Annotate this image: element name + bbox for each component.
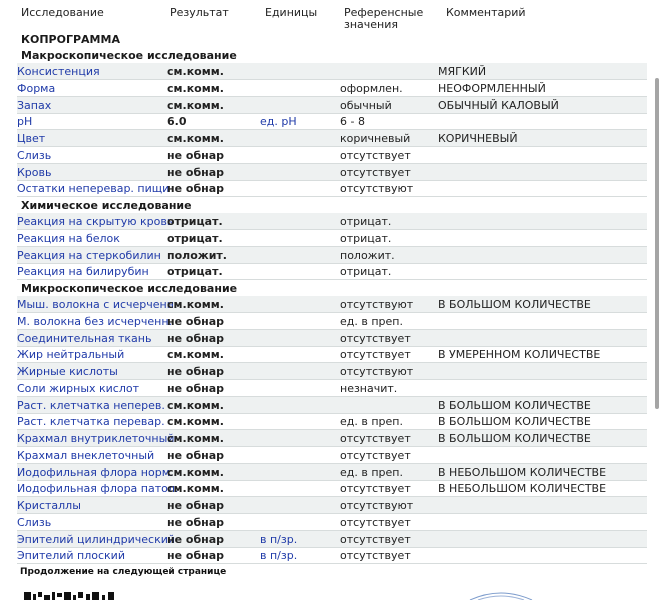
table-row [17,497,647,514]
reference-value: обычный [340,99,392,112]
column-header-comment: Комментарий [446,6,526,19]
reference-value: отсутствуют [340,499,414,512]
reference-value: отсутствует [340,533,411,546]
table-row [17,547,647,564]
table-row [17,180,647,197]
column-header-reference-line1: Референсные [344,6,424,19]
table-row [17,531,647,548]
column-header-units: Единицы [265,6,318,19]
test-result: не обнар [167,549,225,562]
test-name: pH [17,115,33,128]
table-row [17,147,647,164]
test-result: не обнар [167,182,225,195]
table-row [17,413,647,430]
test-result: положит. [167,249,227,262]
reference-value: ед. в преп. [340,415,403,428]
test-name: Реакция на белок [17,232,120,245]
reference-value: оформлен. [340,82,403,95]
scrollbar-thumb[interactable] [655,78,659,409]
test-result: см.комм. [167,399,224,412]
stamp-seal-icon [466,590,536,600]
test-result: не обнар [167,499,225,512]
test-name: Эпителий цилиндрический [17,533,176,546]
reference-value: отсутствует [340,482,411,495]
test-name: Реакция на стеркобилин [17,249,161,262]
reference-value: отрицат. [340,265,392,278]
table-row [17,313,647,330]
section-title: Макроскопическое исследование [21,49,237,62]
test-result: см.комм. [167,99,224,112]
test-result: не обнар [167,449,225,462]
reference-value: отсутствуют [340,182,414,195]
test-comment: ОБЫЧНЫЙ КАЛОВЫЙ [438,99,559,112]
test-name: Реакция на скрытую кровь [17,215,174,228]
test-name: М. волокна без исчерченн. [17,315,173,328]
qr-code-icon [24,592,116,600]
table-row [17,230,647,247]
test-result: отрицат. [167,265,223,278]
reference-value: отсутствуют [340,365,414,378]
table-row [17,346,647,363]
test-comment: В БОЛЬШОМ КОЛИЧЕСТВЕ [438,399,591,412]
test-result: 6.0 [167,115,187,128]
test-comment: В БОЛЬШОМ КОЛИЧЕСТВЕ [438,298,591,311]
test-comment: НЕОФОРМЛЕННЫЙ [438,82,546,95]
test-name: Крахмал внеклеточный [17,449,155,462]
report-title: КОПРОГРАММА [21,33,120,46]
table-row [17,380,647,397]
test-name: Цвет [17,132,46,145]
table-row [17,80,647,97]
test-name: Жирные кислоты [17,365,118,378]
test-result: см.комм. [167,415,224,428]
column-header-study: Исследование [21,6,104,19]
row-divider [17,563,647,564]
section-title: Микроскопическое исследование [21,282,238,295]
test-result: см.комм. [167,82,224,95]
test-name: Слизь [17,149,52,162]
reference-value: отсутствует [340,166,411,179]
test-name: Консистенция [17,65,100,78]
test-result: не обнар [167,315,225,328]
table-row [17,397,647,414]
test-comment: В НЕБОЛЬШОМ КОЛИЧЕСТВЕ [438,482,607,495]
test-result: см.комм. [167,466,224,479]
table-row [17,113,647,130]
test-unit: в п/зр. [260,549,298,562]
test-result: не обнар [167,516,225,529]
reference-value: незначит. [340,382,398,395]
table-row [17,430,647,447]
reference-value: 6 - 8 [340,115,365,128]
table-row [17,330,647,347]
test-name: Мыш. волокна с исчерченн. [17,298,178,311]
test-name: Крахмал внутриклеточный [17,432,175,445]
reference-value: отсутствует [340,149,411,162]
test-result: см.комм. [167,432,224,445]
reference-value: положит. [340,249,395,262]
table-row [17,97,647,114]
test-result: см.комм. [167,65,224,78]
test-name: Эпителий плоский [17,549,125,562]
reference-value: отсутствует [340,348,411,361]
test-name: Жир нейтральный [17,348,125,361]
test-name: Слизь [17,516,52,529]
test-result: не обнар [167,365,225,378]
reference-value: отсутствует [340,332,411,345]
table-row [17,164,647,181]
reference-value: ед. в преп. [340,315,403,328]
section-header [17,280,647,296]
section-header [17,47,647,63]
test-result: см.комм. [167,482,224,495]
test-result: отрицат. [167,215,223,228]
table-row [17,213,647,230]
reference-value: ед. в преп. [340,466,403,479]
reference-value: отсутствуют [340,298,414,311]
test-result: не обнар [167,166,225,179]
test-name: Соли жирных кислот [17,382,140,395]
table-row [17,480,647,497]
test-result: не обнар [167,533,225,546]
table-row [17,296,647,313]
reference-value: отрицат. [340,215,392,228]
test-result: см.комм. [167,132,224,145]
test-result: не обнар [167,149,225,162]
reference-value: отсутствует [340,516,411,529]
test-name: Кровь [17,166,52,179]
test-comment: В БОЛЬШОМ КОЛИЧЕСТВЕ [438,432,591,445]
table-row [17,447,647,464]
table-row [17,130,647,147]
test-result: см.комм. [167,348,224,361]
column-header-reference [344,7,423,30]
test-comment: В УМЕРЕННОМ КОЛИЧЕСТВЕ [438,348,601,361]
table-row [17,247,647,264]
test-name: Реакция на билирубин [17,265,149,278]
table-row [17,464,647,481]
test-name: Остатки неперевар. пищи [17,182,170,195]
test-name: Запах [17,99,52,112]
test-result: не обнар [167,382,225,395]
table-row [17,63,647,80]
reference-value: отсутствует [340,449,411,462]
column-header-reference-line2: значения [344,18,399,31]
test-comment: В НЕБОЛЬШОМ КОЛИЧЕСТВЕ [438,466,607,479]
section-header [17,197,647,213]
test-name: Раст. клетчатка перевар. [17,415,165,428]
test-name: Кристаллы [17,499,81,512]
test-result: см.комм. [167,298,224,311]
table-row [17,363,647,380]
table-row [17,263,647,280]
test-unit: ед. pH [260,115,297,128]
continuation-note: Продолжение на следующей странице [20,567,227,577]
reference-value: коричневый [340,132,411,145]
reference-value: отрицат. [340,232,392,245]
test-comment: КОРИЧНЕВЫЙ [438,132,518,145]
test-name: Раст. клетчатка неперев. [17,399,165,412]
test-unit: в п/зр. [260,533,298,546]
test-comment: МЯГКИЙ [438,65,487,78]
column-header-result: Результат [170,6,229,19]
reference-value: отсутствует [340,432,411,445]
test-name: Соединительная ткань [17,332,152,345]
test-result: отрицат. [167,232,223,245]
table-row [17,514,647,531]
test-result: не обнар [167,332,225,345]
test-name: Иодофильная флора норм. [17,466,174,479]
test-name: Форма [17,82,56,95]
test-comment: В БОЛЬШОМ КОЛИЧЕСТВЕ [438,415,591,428]
report-title-row [17,31,647,47]
section-title: Химическое исследование [21,199,192,212]
test-name: Иодофильная флора патол. [17,482,179,495]
reference-value: отсутствует [340,549,411,562]
